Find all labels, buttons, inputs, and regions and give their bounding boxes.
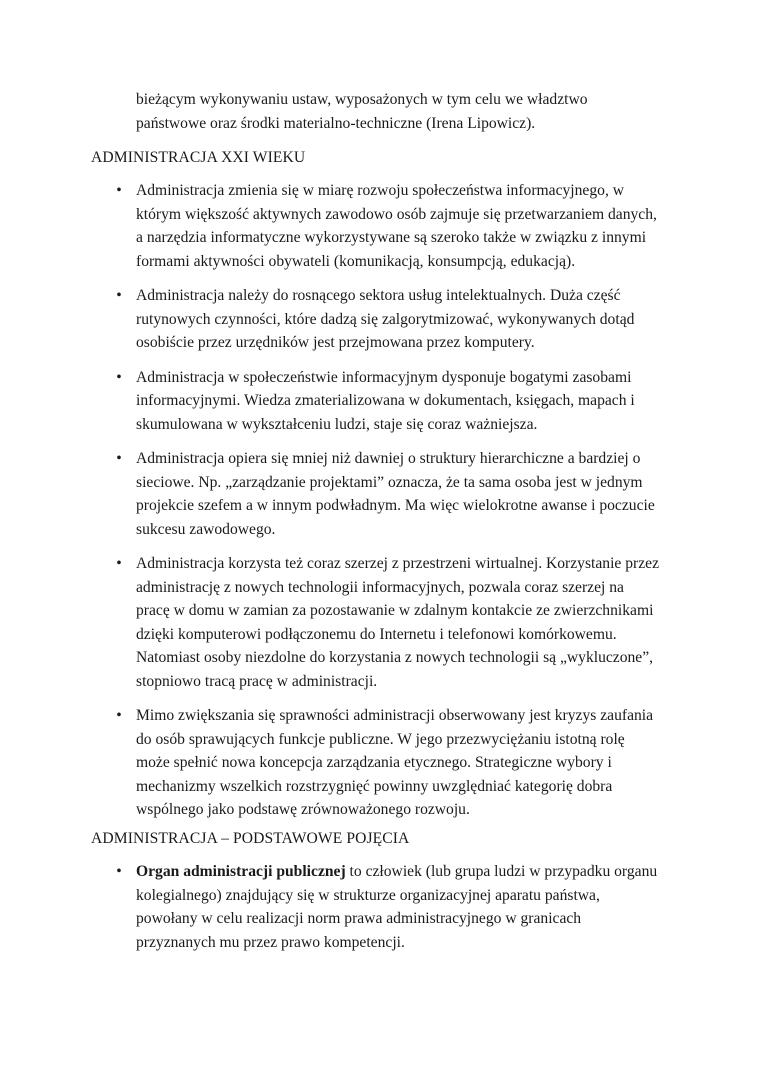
list-item — [0, 447, 661, 541]
list-item — [0, 366, 661, 437]
bullet-icon: • — [116, 555, 122, 572]
list-item-text: Administracja korzysta też coraz szerzej z przestrzeni wirtualnej. Korzystanie przez administrację z nowych technologii informacyjnych, pozwala coraz szerzej na pracę w domu w zamian za pozostawanie w zdalnym kontakcie ze zwierzchnikami dzięki komputerowi podłączonemu do Internetu i telefonowi komórkowemu. Natomiast osoby niezdolne do korzystania z nowych technologii są „wykluczone”, stopniowo tracą pracę w administracji. — [136, 555, 659, 690]
section-heading-xxi-century: ADMINISTRACJA XXI WIEKU — [91, 149, 306, 166]
bullet-icon: • — [116, 707, 122, 724]
bullet-icon: • — [116, 863, 122, 880]
bullet-icon: • — [116, 450, 122, 467]
list-item-text: Administracja należy do rosnącego sektora usług intelektualnych. Duża część rutynowych czynności, które dadzą się zalgorytmizować, wykonywanych dotąd osobiście przez urzędników jest przejmowana przez komputery. — [136, 287, 635, 351]
bullet-icon: • — [116, 287, 122, 304]
continuation-paragraph: bieżącym wykonywaniu ustaw, wyposażonych w tym celu we władztwo państwowe oraz środki materialno-techniczne (Irena Lipowicz). — [136, 91, 588, 132]
list-item — [0, 552, 661, 693]
list-item — [0, 860, 661, 954]
list-item-text: Administracja w społeczeństwie informacyjnym dysponuje bogatymi zasobami informacyjnymi. Wiedza zmaterializowana w dokumentach, księgach, mapach i skumulowana w wykształceniu ludzi, staje się coraz ważniejsza. — [136, 368, 635, 433]
bullet-list-xxi-century — [0, 179, 760, 833]
definition-text: to człowiek (lub grupa ludzi w przypadku organu kolegialnego) znajdujący się w strukturze organizacyjnej aparatu państwa, powołany w celu realizacji norm prawa administracyjnego w granicach przyznanych mu przez prawo kompetencji. — [136, 863, 658, 951]
list-item-text: Mimo zwiększania się sprawności administracji obserwowany jest kryzys zaufania do osób sprawujących funkcje publiczne. W jego przezwyciężaniu istotną rolę może spełnić nowa koncepcja zarządzania etycznego. Strategiczne wybory i mechanizmy wszelkich rozstrzygnięć powinny uwzględniać kategorię dobra wspólnego jako podstawę zrównoważonego rozwoju. — [136, 707, 654, 818]
bullet-list-basic-concepts — [0, 860, 760, 965]
section-heading-basic-concepts: ADMINISTRACJA – PODSTAWOWE POJĘCIA — [91, 830, 410, 847]
list-item — [0, 704, 661, 822]
bullet-icon: • — [116, 182, 122, 199]
list-item-text: Administracja zmienia się w miarę rozwoju społeczeństwa informacyjnego, w którym większość aktywnych zawodowo osób zajmuje się przetwarzaniem danych, a narzędzia informatyczne wykorzystywane są szeroko także w związku z innymi formami aktywności obywateli (komunikacją, konsumpcją, edukacją). — [136, 182, 657, 270]
list-item-text: Administracja opiera się mniej niż dawniej o struktury hierarchiczne a bardziej o sieciowe. Np. „zarządzanie projektami” oznacza, że ta sama osoba jest w jednym projekcie szefem a w innym podwładnym. Ma więc wielokrotne awanse i poczucie sukcesu zawodowego. — [136, 450, 655, 538]
bullet-icon: • — [116, 368, 122, 386]
list-item — [0, 284, 661, 355]
definition-term: Organ administracji publicznej — [136, 863, 346, 880]
list-item — [0, 179, 661, 273]
